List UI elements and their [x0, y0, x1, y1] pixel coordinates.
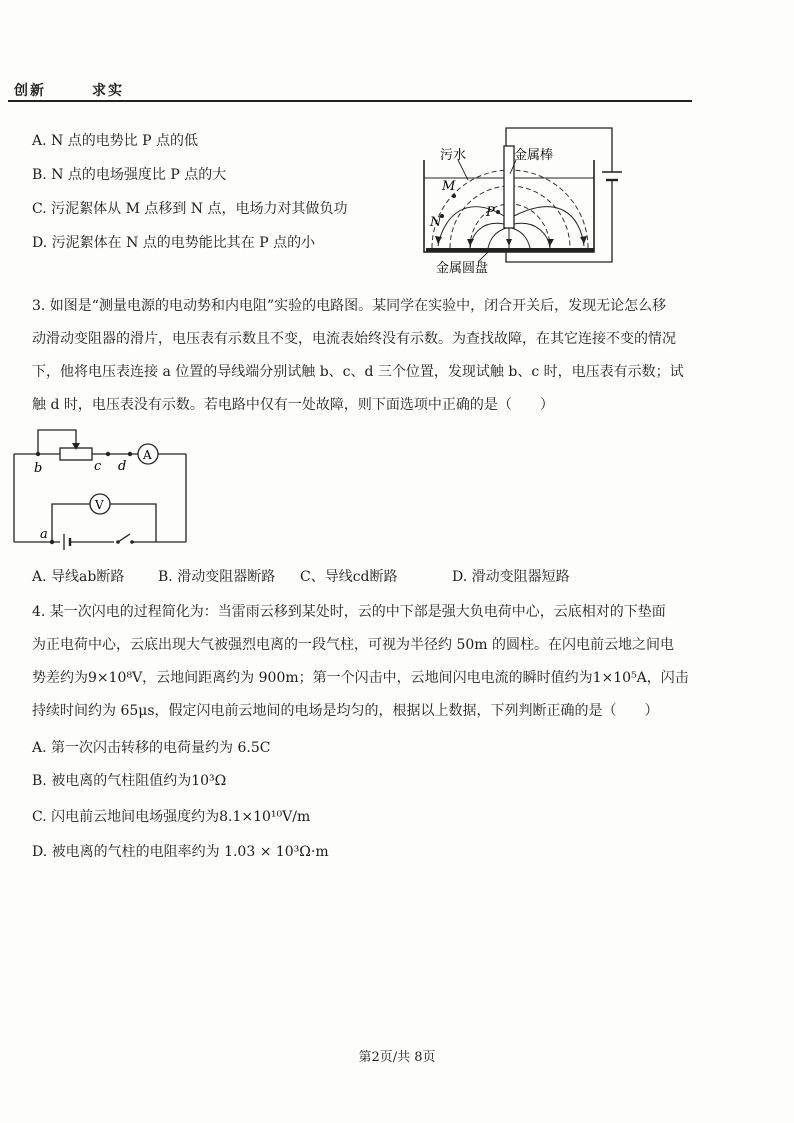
q4-line-3: 势差约为9×10⁸V，云地间距离约为 900m；第一个闪击中，云地间闪电电流的瞬时值约为1×10⁵A，闪击	[32, 670, 689, 686]
header-rule	[8, 100, 692, 102]
q4-option-d: D. 被电离的气柱的电阻率约为 1.03 × 10³Ω·m	[32, 844, 329, 860]
q2-option-c: C. 污泥絮体从 M 点移到 N 点，电场力对其做负功	[32, 201, 348, 217]
circuit-figure	[8, 424, 192, 556]
point-m-label: M	[442, 179, 456, 194]
ammeter-label: A	[143, 448, 152, 462]
q3-option-c: C、导线cd断路	[300, 569, 398, 585]
header-left: 创新	[14, 83, 46, 99]
node-a-label: a	[40, 527, 48, 542]
q2-option-d: D. 污泥絮体在 N 点的电势能比其在 P 点的小	[32, 235, 316, 251]
disc-label: 金属圆盘	[436, 261, 489, 276]
q3-option-d: D. 滑动变阻器短路	[452, 569, 570, 585]
q3-line-3: 下，他将电压表连接 a 位置的导线端分别试触 b、c、d 三个位置，发现试触 b、c 时，电压表有示数；试	[32, 364, 684, 380]
page-number: 第2页/共 8页	[358, 1050, 436, 1065]
q4-line-2: 为正电荷中心，云底出现大气被强烈电离的一段气柱，可视为半径约 50m 的圆柱。在闪电前云地之间电	[32, 637, 674, 653]
q2-option-a: A. N 点的电势比 P 点的低	[32, 133, 199, 149]
voltmeter-label: V	[95, 498, 104, 512]
q4-option-a: A. 第一次闪击转移的电荷量约为 6.5C	[32, 740, 271, 756]
header-right: 求实	[92, 83, 124, 99]
q4-line-4: 持续时间约为 65μs，假定闪电前云地间的电场是均匀的，根据以上数据，下列判断正确的是（ ）	[32, 703, 659, 719]
sewage-label: 污水	[440, 148, 467, 163]
rod-label: 金属棒	[514, 148, 554, 163]
page-header	[14, 80, 124, 100]
q4-option-b: B. 被电离的气柱阻值约为10³Ω	[32, 773, 227, 789]
q4-line-1: 4. 某一次闪电的过程简化为：当雷雨云移到某处时，云的中下部是强大负电荷中心，云底相对的下垫面	[32, 604, 666, 620]
node-b-label: b	[34, 461, 43, 476]
q4-option-c: C. 闪电前云地间电场强度约为8.1×10¹⁰V/m	[32, 809, 311, 825]
node-d-label: d	[118, 459, 127, 474]
point-p-label: P	[486, 205, 495, 220]
q3-line-4: 触 d 时，电压表没有示数。若电路中仅有一处故障，则下面选项中正确的是（ ）	[32, 397, 554, 413]
q3-stem	[32, 290, 692, 422]
q3-option-b: B. 滑动变阻器断路	[158, 569, 276, 585]
point-n-label: N	[430, 215, 442, 230]
electrolysis-figure	[418, 124, 624, 276]
q3-option-a: A. 导线ab断路	[32, 569, 125, 585]
node-c-label: c	[94, 459, 102, 474]
q3-line-2: 动滑动变阻器的滑片，电压表有示数且不变，电流表始终没有示数。为查找故障，在其它连接不变的情况	[32, 331, 676, 347]
q2-option-b: B. N 点的电场强度比 P 点的大	[32, 167, 227, 183]
q3-line-1: 3. 如图是“测量电源的电动势和内电阻”实验的电路图。某同学在实验中，闭合开关后，发现无论怎么移	[32, 298, 667, 314]
q4-stem	[32, 596, 692, 728]
